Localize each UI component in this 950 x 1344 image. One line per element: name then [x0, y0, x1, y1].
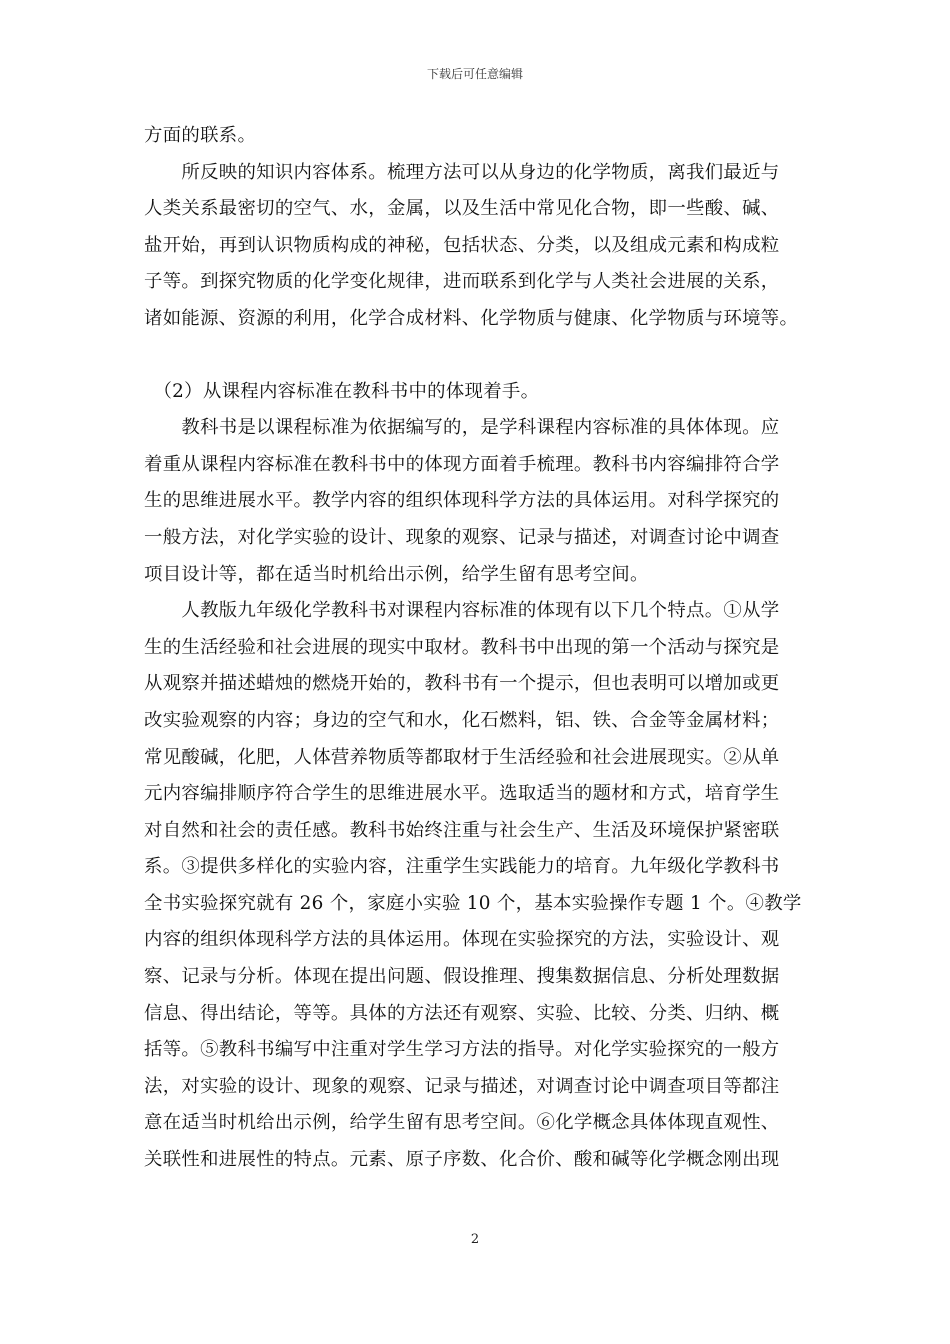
text-line: 元内容编排顺序符合学生的思维进展水平。选取适当的题材和方式，培育学生	[144, 783, 780, 805]
section-heading	[144, 374, 824, 411]
text-line: 诸如能源、资源的利用，化学合成材料、化学物质与健康、化学物质与环境等。	[144, 307, 799, 329]
page-header: 下载后可任意编辑	[426, 67, 523, 81]
paragraph-1	[144, 118, 824, 155]
text-line: （2）从课程内容标准在教科书中的体现着手。	[144, 380, 540, 402]
text-line: 人类关系最密切的空气、水，金属，以及生活中常见化合物，即一些酸、碱、	[144, 198, 780, 220]
document-body	[144, 118, 824, 1179]
text-line: 所反映的知识内容体系。梳理方法可以从身边的化学物质，离我们最近与	[144, 161, 780, 183]
text-line: 盐开始，再到认识物质构成的神秘，包括状态、分类，以及组成元素和构成粒	[144, 234, 780, 256]
text-line: 全书实验探究就有 26 个，家庭小实验 10 个，基本实验操作专题 1 个。④教学	[144, 892, 802, 914]
paragraph-4	[144, 593, 824, 1179]
text-line: 法，对实验的设计、现象的观察、记录与描述，对调查讨论中调查项目等都注	[144, 1075, 780, 1097]
text-line: 改实验观察的内容；身边的空气和水，化石燃料，铝、铁、合金等金属材料；	[144, 709, 780, 731]
text-line: 内容的组织体现科学方法的具体运用。体现在实验探究的方法，实验设计、观	[144, 929, 780, 951]
text-line: 系。③提供多样化的实验内容，注重学生实践能力的培育。九年级化学教科书	[144, 856, 780, 878]
text-line: 着重从课程内容标准在教科书中的体现方面着手梳理。教科书内容编排符合学	[144, 453, 780, 475]
text-line: 关联性和进展性的特点。元素、原子序数、化合价、酸和碱等化学概念刚出现	[144, 1149, 780, 1171]
text-line: 常见酸碱，化肥，人体营养物质等都取材于生活经验和社会进展现实。②从单	[144, 746, 780, 768]
paragraph-3	[144, 410, 824, 593]
text-line: 子等。到探究物质的化学变化规律，进而联系到化学与人类社会进展的关系，	[144, 271, 780, 293]
text-line: 生的思维进展水平。教学内容的组织体现科学方法的具体运用。对科学探究的	[144, 490, 780, 512]
text-line: 从观察并描述蜡烛的燃烧开始的，教科书有一个提示，但也表明可以增加或更	[144, 673, 780, 695]
text-line: 意在适当时机给出示例，给学生留有思考空间。⑥化学概念具体体现直观性、	[144, 1112, 780, 1134]
text-line: 生的生活经验和社会进展的现实中取材。教科书中出现的第一个活动与探究是	[144, 636, 780, 658]
page-number: 2	[470, 1232, 480, 1247]
text-line: 方面的联系。	[144, 125, 257, 146]
text-line: 括等。⑤教科书编写中注重对学生学习方法的指导。对化学实验探究的一般方	[144, 1039, 780, 1061]
paragraph-spacer	[144, 338, 824, 374]
text-line: 信息、得出结论，等等。具体的方法还有观察、实验、比较、分类、归纳、概	[144, 1002, 780, 1024]
text-line: 对自然和社会的责任感。教科书始终注重与社会生产、生活及环境保护紧密联	[144, 819, 780, 841]
text-line: 人教版九年级化学教科书对课程内容标准的体现有以下几个特点。①从学	[144, 600, 780, 622]
text-line: 一般方法，对化学实验的设计、现象的观察、记录与描述，对调查讨论中调查	[144, 526, 780, 548]
text-line: 察、记录与分析。体现在提出问题、假设推理、搜集数据信息、分析处理数据	[144, 966, 780, 988]
text-line: 项目设计等，都在适当时机给出示例，给学生留有思考空间。	[144, 563, 649, 585]
paragraph-2	[144, 155, 824, 338]
text-line: 教科书是以课程标准为依据编写的，是学科课程内容标准的具体体现。应	[144, 417, 780, 439]
